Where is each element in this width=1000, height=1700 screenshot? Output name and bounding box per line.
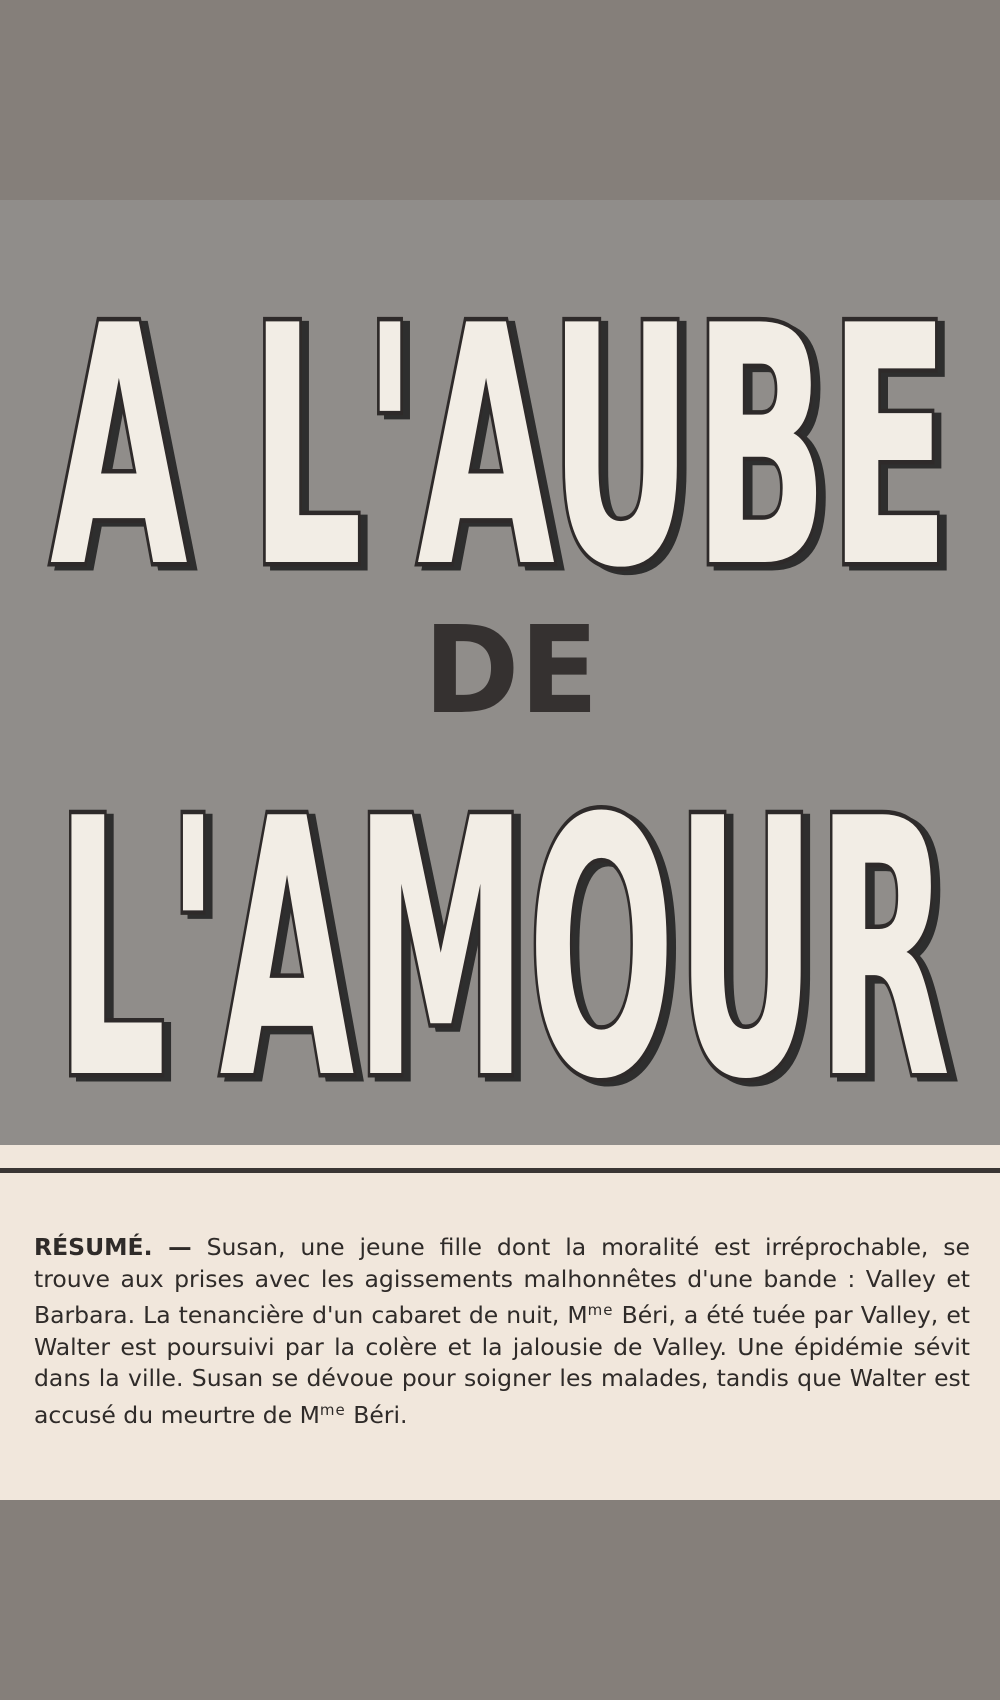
- divider-rule: [0, 1168, 1000, 1173]
- magazine-page: [0, 200, 1000, 1500]
- summary-text-2: Béri, a été tuée par Valley, et Walter est poursuivi par la colère et la jalousie de Valley. Une épidémie sévit dans la ville. Susan se dévoue pour soigner les malades, tandis que Walter est accusé du meurtre de M: [34, 1301, 970, 1429]
- title-artwork: [0, 200, 1000, 1145]
- summary-paragraph: [34, 1232, 970, 1431]
- summary-lead: RÉSUMÉ. —: [34, 1233, 192, 1261]
- summary-superscript-1: me: [587, 1301, 614, 1319]
- title-line-1: A L'AUBE: [50, 256, 950, 640]
- summary-text-1: Susan, une jeune fille dont la moralité est irréprochable, se trouve aux prises avec les agissements malhonnêtes d'une bande : Valley et Barbara. La tenancière d'un cabaret de nuit, M: [34, 1233, 970, 1329]
- title-line-2: DE: [423, 602, 599, 741]
- title-panel: [0, 200, 1000, 1145]
- summary-text-3: Béri.: [345, 1400, 408, 1429]
- title-line-3: L'AMOUR: [55, 743, 951, 1145]
- summary-superscript-2: me: [319, 1400, 346, 1419]
